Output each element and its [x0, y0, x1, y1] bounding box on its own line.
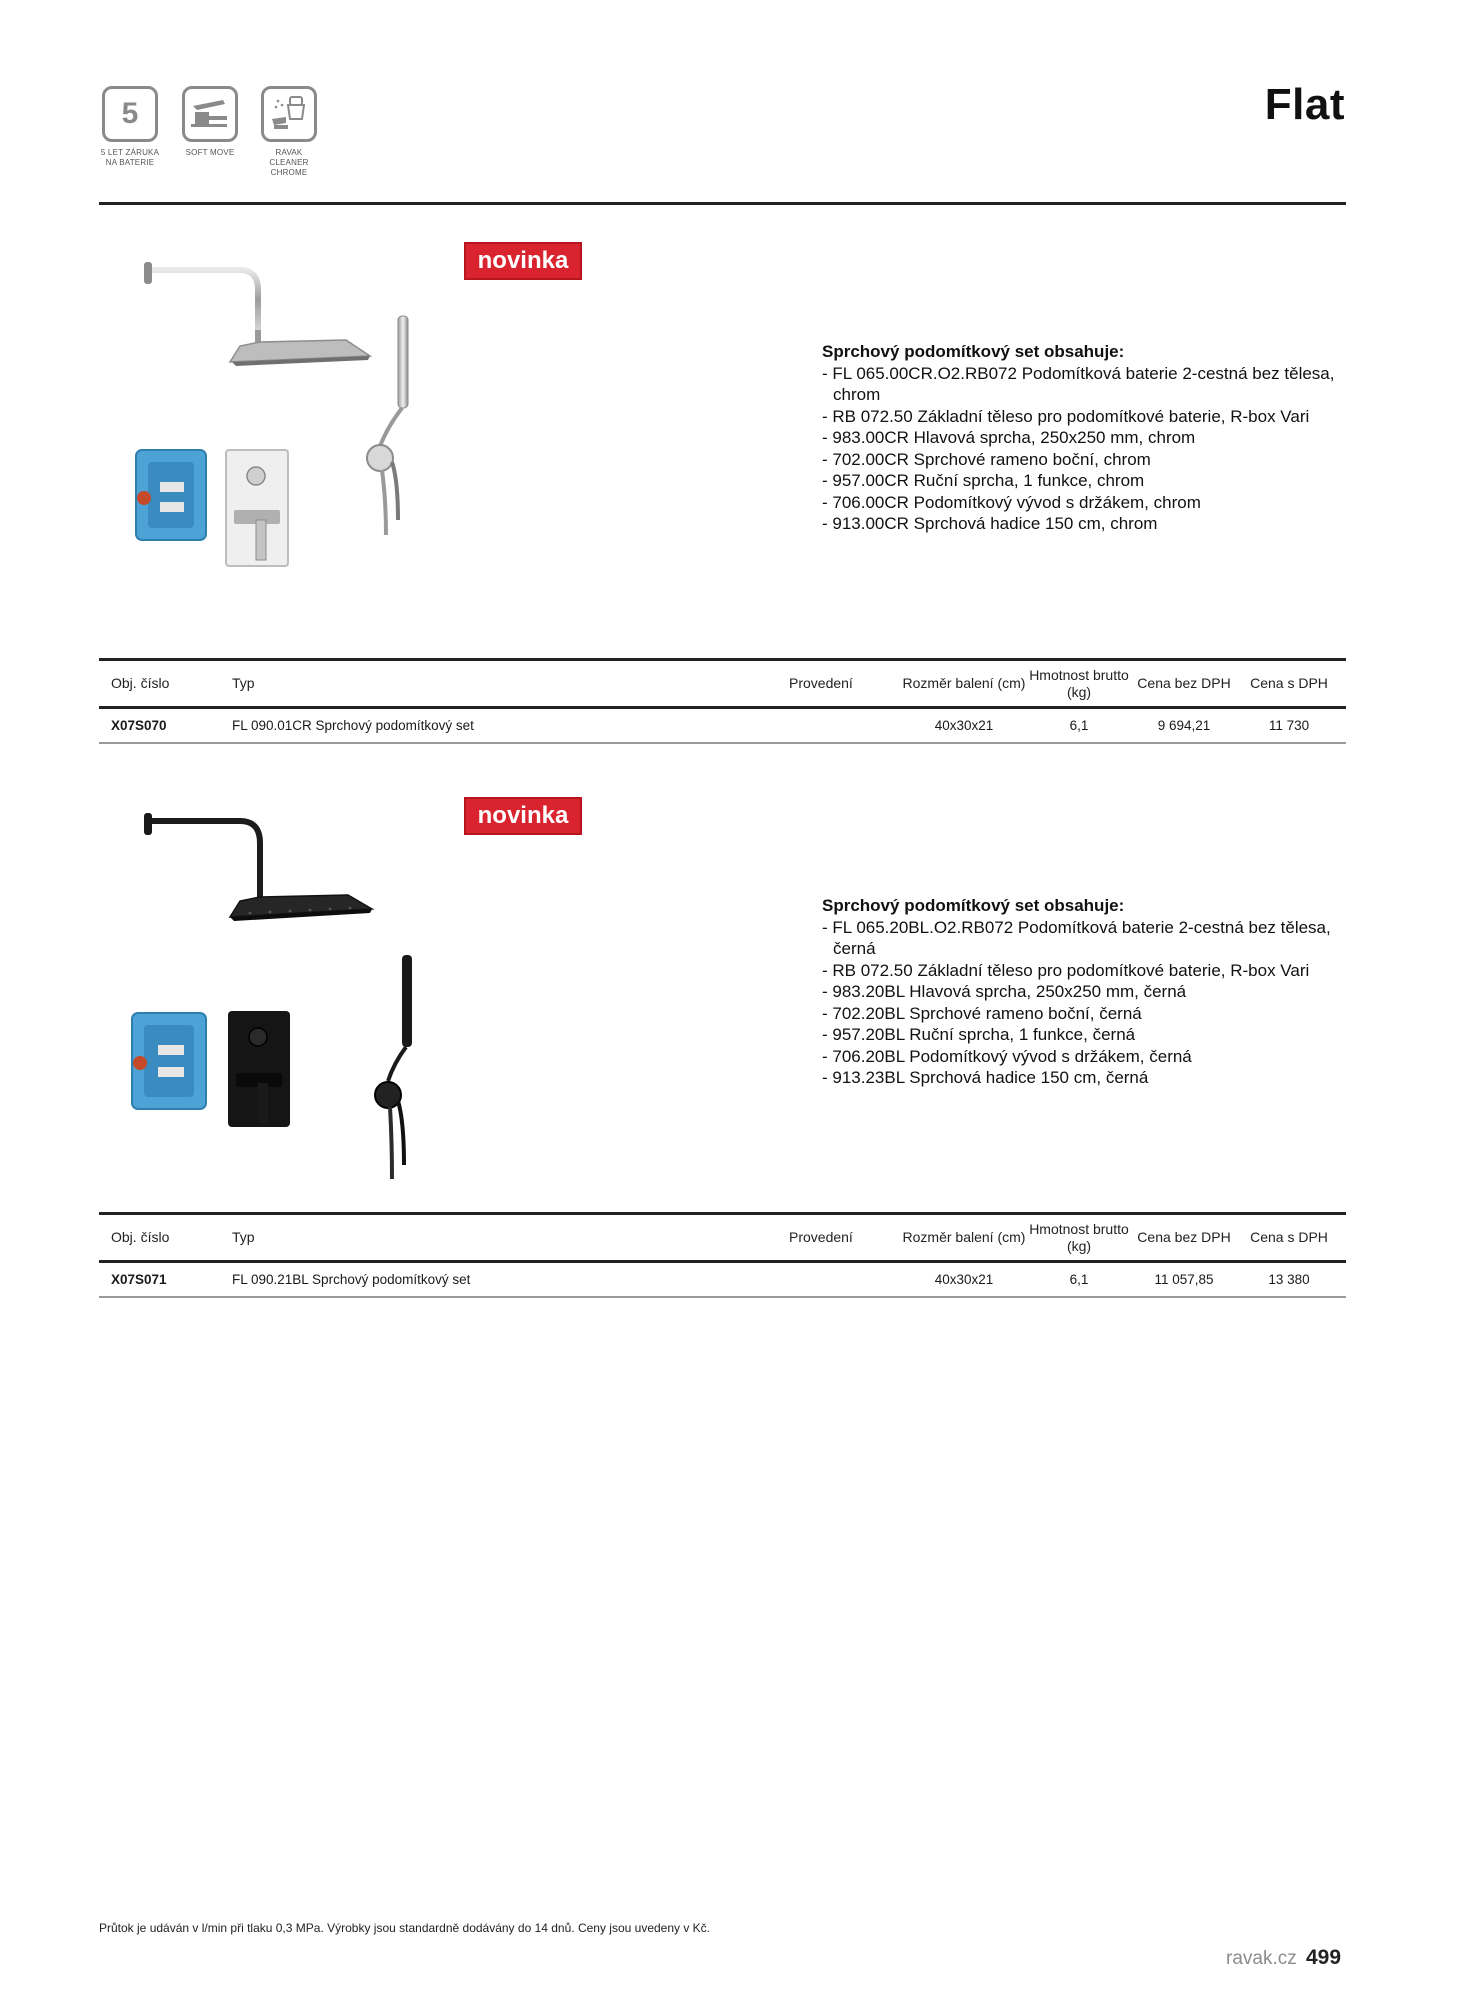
- set-contents-title: Sprchový podomítkový set obsahuje:: [822, 896, 1125, 915]
- page-number: 499: [1306, 1946, 1342, 1969]
- product-type: FL 090.01CR Sprchový podomítkový set: [232, 718, 474, 733]
- table-header: [99, 1215, 1346, 1260]
- list-item: - 983.20BL Hlavová sprcha, 250x250 mm, černá: [822, 982, 1187, 1001]
- order-number: X07S071: [111, 1272, 167, 1287]
- price-excl-vat: 11 057,85: [1154, 1272, 1214, 1287]
- list-item: - 983.00CR Hlavová sprcha, 250x250 mm, chrom: [822, 428, 1196, 447]
- table-row: [99, 1263, 1346, 1296]
- order-number: X07S070: [111, 718, 167, 733]
- price-incl-vat: 11 730: [1268, 718, 1310, 733]
- package-size: 40x30x21: [934, 1272, 994, 1287]
- list-item: - FL 065.00CR.O2.RB072 Podomítková baterie 2-cestná bez tělesa, chrom: [822, 363, 1335, 404]
- list-item: - 913.00CR Sprchová hadice 150 cm, chrom: [822, 514, 1158, 533]
- table-header: [99, 661, 1346, 706]
- list-item: - 957.00CR Ruční sprcha, 1 funkce, chrom: [822, 471, 1145, 490]
- col-header: Obj. číslo: [111, 1229, 170, 1245]
- feature-warranty: [99, 86, 161, 168]
- ravak-cleaner-icon: [261, 86, 317, 142]
- col-header: Rozměr balení (cm): [902, 675, 1026, 691]
- weight: 6,1: [1069, 1272, 1089, 1287]
- product-type: FL 090.21BL Sprchový podomítkový set: [232, 1272, 471, 1287]
- list-item: - RB 072.50 Základní těleso pro podomítkové baterie, R-box Vari: [822, 960, 1310, 980]
- website-link[interactable]: ravak.cz: [1226, 1948, 1297, 1969]
- soft-move-icon: [182, 86, 238, 142]
- header-divider: [99, 202, 1346, 205]
- col-header: Typ: [232, 675, 255, 691]
- page-title: Flat: [1264, 80, 1345, 129]
- product-image-black: [130, 805, 470, 1225]
- col-header: Obj. číslo: [111, 675, 170, 691]
- col-header: Hmotnost brutto (kg): [1029, 666, 1129, 700]
- feature-caption: SOFT MOVE: [185, 148, 235, 157]
- warranty-5-icon: 5: [102, 86, 158, 142]
- product-table: [99, 658, 1346, 744]
- col-header: Rozměr balení (cm): [902, 1229, 1026, 1245]
- feature-caption: 5 LET ZÁRUKA NA BATERIE: [100, 148, 160, 167]
- list-item: - FL 065.20BL.O2.RB072 Podomítková baterie 2-cestná bez tělesa, černá: [822, 917, 1331, 958]
- package-size: 40x30x21: [934, 718, 994, 733]
- col-header: Cena s DPH: [1250, 1229, 1328, 1245]
- list-item: - 702.20BL Sprchové rameno boční, černá: [822, 1003, 1142, 1023]
- set-contents: [822, 341, 1362, 535]
- price-excl-vat: 9 694,21: [1157, 718, 1211, 733]
- list-item: - 702.00CR Sprchové rameno boční, chrom: [822, 449, 1151, 469]
- col-header: Typ: [232, 1229, 255, 1245]
- product-image-chrome: [130, 250, 470, 670]
- list-item: - 706.20BL Podomítkový vývod s držákem, černá: [822, 1046, 1192, 1066]
- table-row: [99, 709, 1346, 742]
- col-header: Hmotnost brutto (kg): [1029, 1220, 1129, 1254]
- set-contents: [822, 895, 1362, 1089]
- col-header: Cena s DPH: [1250, 675, 1328, 691]
- list-item: - 706.00CR Podomítkový vývod s držákem, chrom: [822, 492, 1201, 512]
- feature-caption: RAVAK CLEANER CHROME: [269, 148, 309, 177]
- new-badge: novinka: [464, 242, 582, 280]
- feature-cleaner: [258, 86, 320, 178]
- list-item: - 913.23BL Sprchová hadice 150 cm, černá: [822, 1068, 1149, 1087]
- weight: 6,1: [1069, 718, 1089, 733]
- price-incl-vat: 13 380: [1268, 1272, 1310, 1287]
- new-badge: novinka: [464, 797, 582, 835]
- col-header: Provedení: [789, 675, 853, 691]
- col-header: Cena bez DPH: [1137, 1229, 1231, 1245]
- col-header: Cena bez DPH: [1137, 675, 1231, 691]
- list-item: - RB 072.50 Základní těleso pro podomítkové baterie, R-box Vari: [822, 406, 1310, 426]
- product-table: [99, 1212, 1346, 1298]
- list-item: - 957.20BL Ruční sprcha, 1 funkce, černá: [822, 1025, 1136, 1044]
- col-header: Provedení: [789, 1229, 853, 1245]
- set-contents-title: Sprchový podomítkový set obsahuje:: [822, 342, 1125, 361]
- footnote: Průtok je udáván v l/min při tlaku 0,3 MPa. Výrobky jsou standardně dodávány do 14 dnů. Ceny jsou uvedeny v Kč.: [99, 1921, 711, 1935]
- feature-soft-move: [179, 86, 241, 158]
